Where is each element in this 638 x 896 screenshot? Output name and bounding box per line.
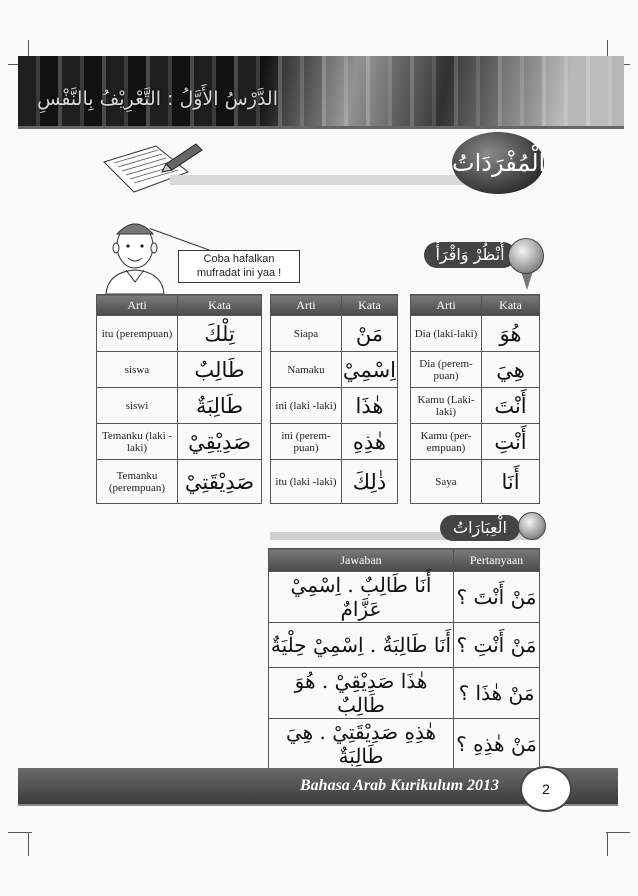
vocab-kata: طَالِبَةٌ xyxy=(178,388,262,424)
vocab-arti: Dia (laki-laki) xyxy=(411,316,482,352)
column-header-kata: Kata xyxy=(178,295,262,316)
header-divider xyxy=(18,126,624,129)
pertanyaan-cell: مَنْ أَنْتَ ؟ xyxy=(454,572,540,623)
vocab-kata: اِسْمِيْ xyxy=(341,352,397,388)
column-header-arti: Arti xyxy=(271,295,342,316)
jawaban-cell: أَنَا طَالِبٌ . اِسْمِيْ عَزَّامٌ xyxy=(269,572,454,623)
crop-mark xyxy=(28,832,29,856)
vocab-kata: طَالِبٌ xyxy=(178,352,262,388)
vocab-arti: Kamu (per- empuan) xyxy=(411,424,482,460)
vocab-arti: Dia (perem- puan) xyxy=(411,352,482,388)
table-row xyxy=(269,572,540,623)
pertanyaan-cell: مَنْ أَنْتِ ؟ xyxy=(454,623,540,668)
vocab-arti: Namaku xyxy=(271,352,342,388)
speech-line-2: mufradat ini yaa ! xyxy=(196,267,282,279)
vocab-arti: Siapa xyxy=(271,316,342,352)
vocab-kata: هٰذِهِ xyxy=(341,424,397,460)
vocab-kata: صَدِيْقَتِيْ xyxy=(178,460,262,504)
vocab-kata: ذٰلِكَ xyxy=(341,460,397,504)
vocab-kata: أَنْتَ xyxy=(482,388,540,424)
vocab-arti: Temanku (laki -laki) xyxy=(97,424,178,460)
vocab-arti: Temanku (perempuan) xyxy=(97,460,178,504)
crop-mark xyxy=(606,832,630,833)
vocab-table-1 xyxy=(96,294,262,504)
vocab-table-2 xyxy=(270,294,398,504)
table-row xyxy=(269,719,540,770)
vocab-arti: siswa xyxy=(97,352,178,388)
column-header-pertanyaan: Pertanyaan xyxy=(454,549,540,572)
column-header-jawaban: Jawaban xyxy=(269,549,454,572)
crop-mark xyxy=(607,832,608,856)
paper-pencil-icon xyxy=(96,142,206,194)
column-header-arti: Arti xyxy=(411,295,482,316)
speech-line-1: Coba hafalkan xyxy=(203,253,275,265)
vocab-kata: أَنَا xyxy=(482,460,540,504)
table-row xyxy=(269,668,540,719)
lesson-title: الدَّرْسُ الأَوَّلُ : التَّعْرِيْفُ بِالنَّفْسِ xyxy=(37,88,278,110)
vocab-kata: مَنْ xyxy=(341,316,397,352)
vocab-table-3 xyxy=(410,294,540,504)
vocab-kata: هٰذَا xyxy=(341,388,397,424)
vocab-arti: ini (laki -laki) xyxy=(271,388,342,424)
pertanyaan-cell: مَنْ هٰذَا ؟ xyxy=(454,668,540,719)
column-header-arti: Arti xyxy=(97,295,178,316)
jawaban-cell: أَنَا طَالِبَةٌ . اِسْمِيْ حِلْيَةٌ xyxy=(269,623,454,668)
mufradat-heading: الْمُفْرَدَاتُ xyxy=(452,132,544,194)
vocab-arti: Kamu (Laki-laki) xyxy=(411,388,482,424)
vocab-kata: تِلْكَ xyxy=(178,316,262,352)
book-title: Bahasa Arab Kurikulum 2013 xyxy=(300,777,500,794)
table-row xyxy=(269,623,540,668)
vocab-arti: siswi xyxy=(97,388,178,424)
unzhur-heading: أُنْظُرْ وَاقْرَأْ xyxy=(424,242,516,268)
map-pin-icon xyxy=(508,238,544,274)
boy-illustration xyxy=(100,212,170,294)
phrases-table xyxy=(268,548,540,770)
vocab-arti: itu (perempuan) xyxy=(97,316,178,352)
bullet-circle-icon xyxy=(518,512,546,540)
vocab-arti: ini (perem- puan) xyxy=(271,424,342,460)
vocab-arti: Saya xyxy=(411,460,482,504)
pertanyaan-cell: مَنْ هٰذِهِ ؟ xyxy=(454,719,540,770)
crop-mark xyxy=(8,832,32,833)
speech-bubble xyxy=(178,250,300,283)
vocab-kata: أَنْتِ xyxy=(482,424,540,460)
ibarat-heading: الْعِبَارَاتُ xyxy=(440,515,520,541)
column-header-kata: Kata xyxy=(482,295,540,316)
page-number: 2 xyxy=(520,766,572,812)
jawaban-cell: هٰذَا صَدِيْقِيْ . هُوَ طَالِبٌ xyxy=(269,668,454,719)
vocab-kata: هِيَ xyxy=(482,352,540,388)
column-header-kata: Kata xyxy=(341,295,397,316)
vocab-kata: هُوَ xyxy=(482,316,540,352)
jawaban-cell: هٰذِهِ صَدِيْقَتِيْ . هِيَ طَالِبَةٌ xyxy=(269,719,454,770)
vocab-kata: صَدِيْقِيْ xyxy=(178,424,262,460)
vocab-arti: itu (laki -laki) xyxy=(271,460,342,504)
